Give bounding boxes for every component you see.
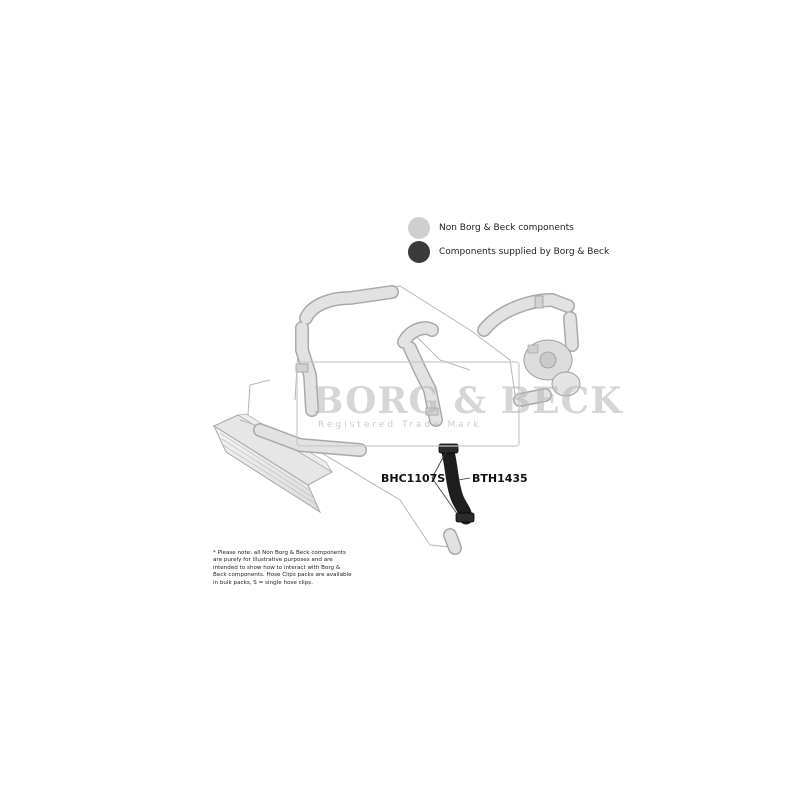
legend-label-non-bb: Non Borg & Beck components — [439, 223, 574, 233]
legend-label-bb: Components supplied by Borg & Beck — [439, 247, 610, 257]
part-label-clip: BHC1107S — [381, 472, 446, 485]
legend-swatch-grey-icon — [408, 217, 430, 239]
legend-swatch-dark-icon — [408, 241, 430, 263]
legend-item-bb — [408, 241, 609, 263]
disclaimer-note: * Please note: all Non Borg & Beck components are purely for illustrative purposes and are intended to show how to interact with Borg & Beck components. Hose Clips packs are available in bulk packs, S = single hose clips. — [213, 550, 352, 586]
brand-watermark-logo: BORG & BECK — [313, 380, 623, 422]
part-label-hose: BTH1435 — [472, 472, 528, 485]
brand-watermark-tagline: Registered Trade Mark — [318, 420, 482, 430]
legend-item-non-bb — [408, 217, 574, 239]
bb-hose-bth1435 — [448, 452, 466, 518]
